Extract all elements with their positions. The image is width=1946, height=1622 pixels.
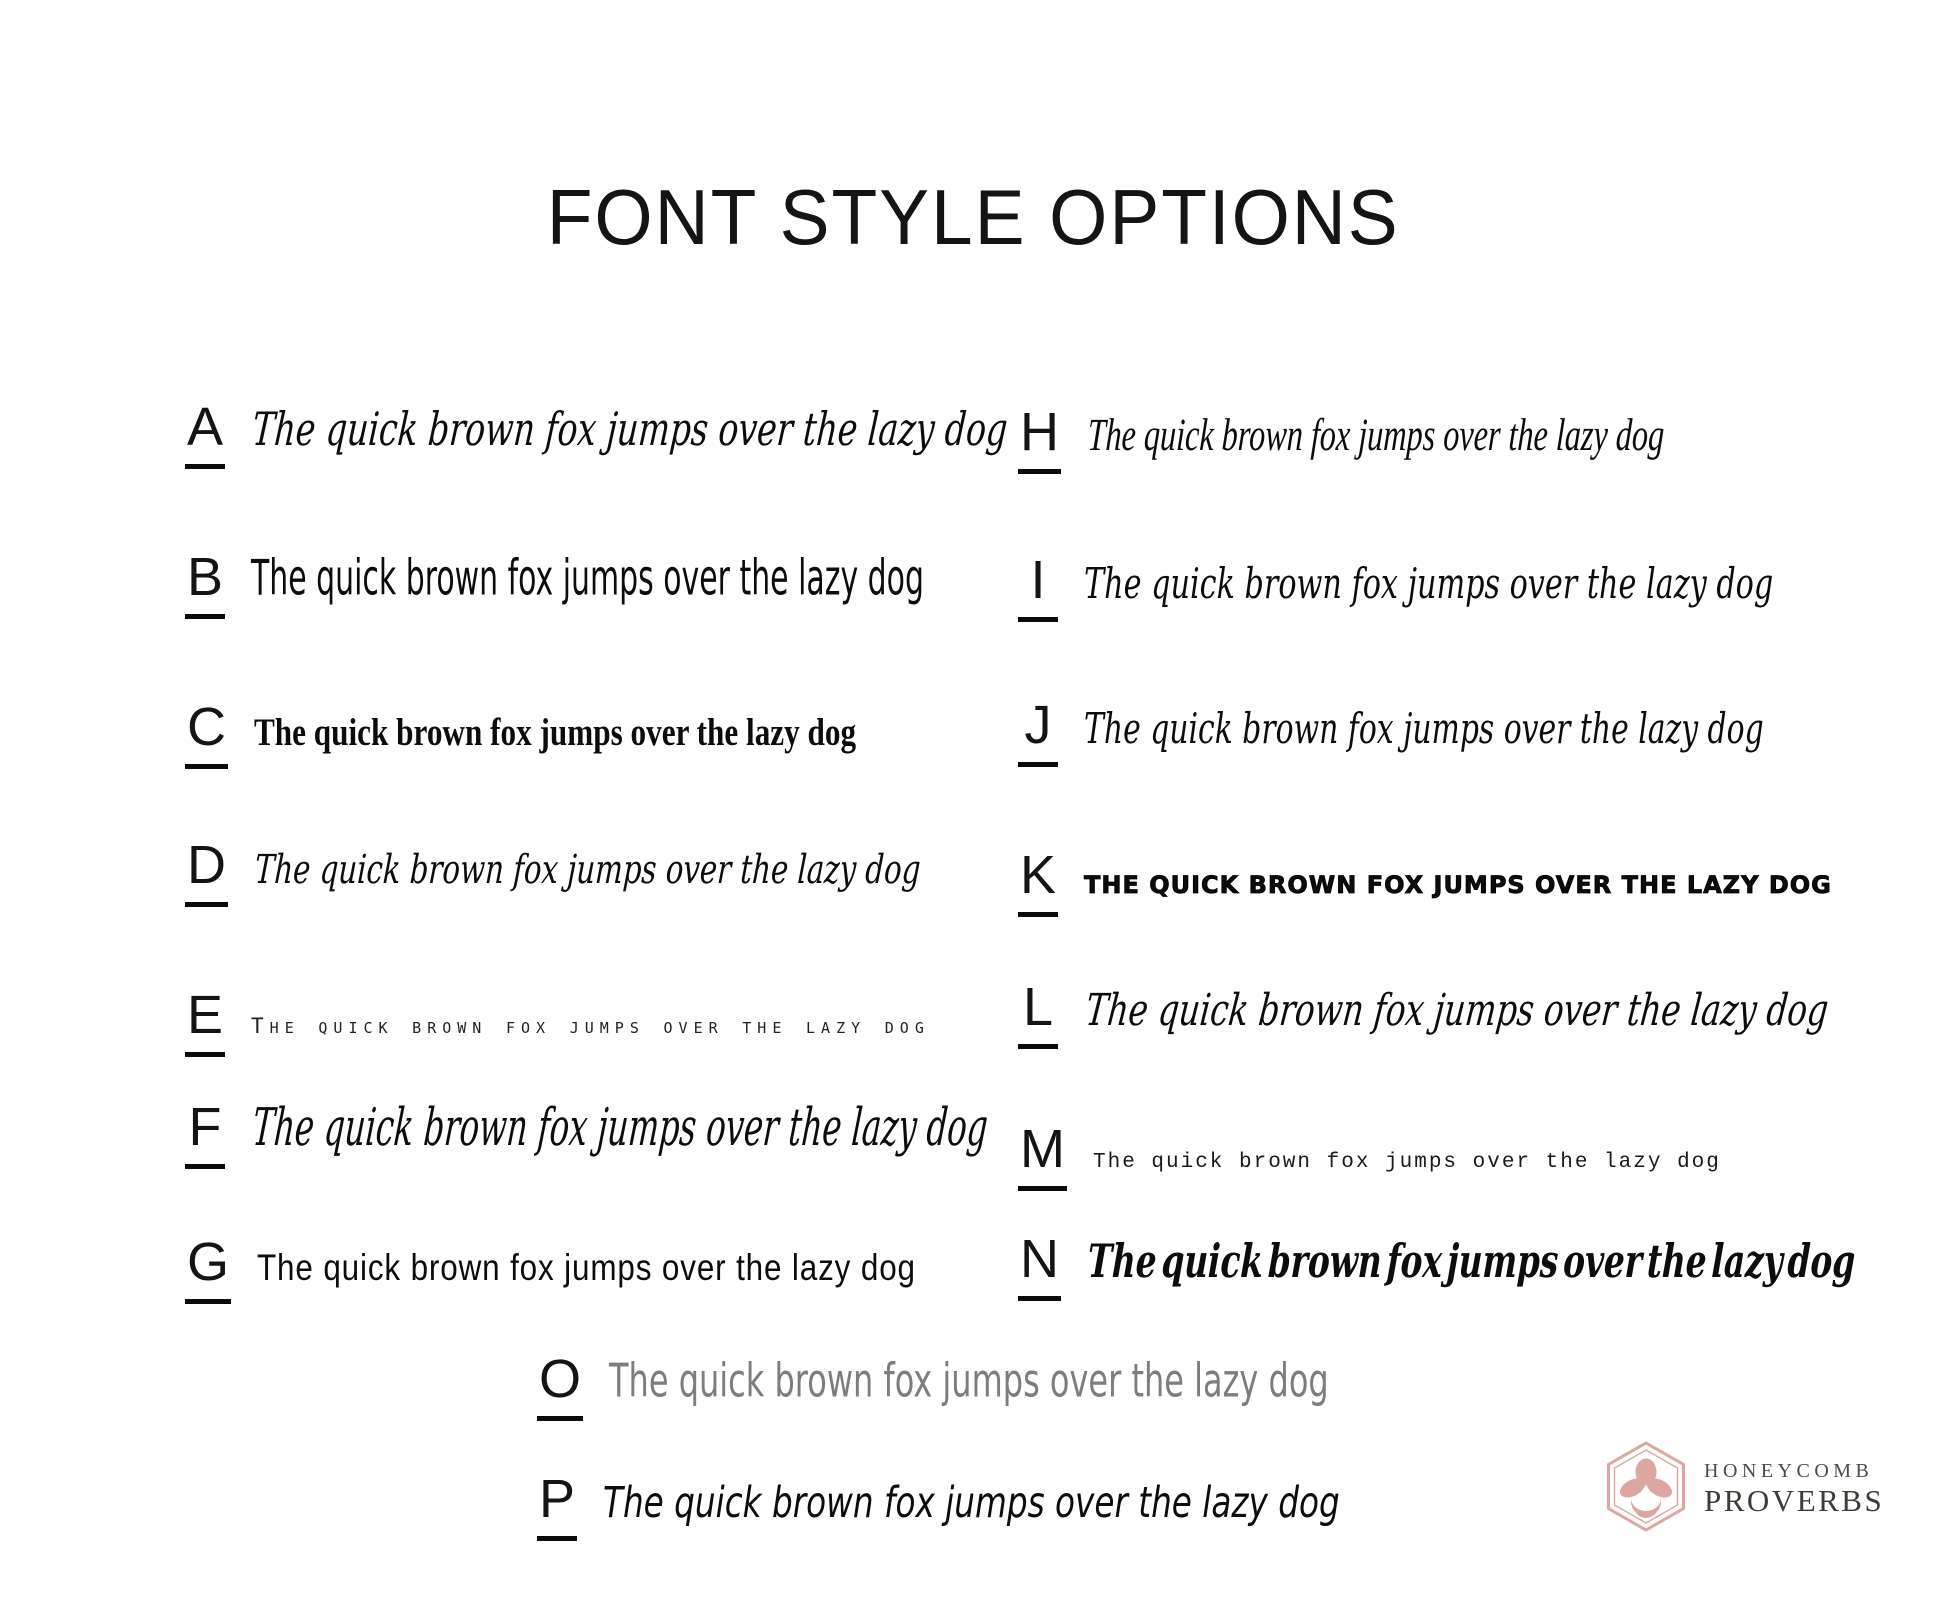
font-option-row-n <box>1018 1229 1946 1301</box>
font-option-letter: E <box>185 988 225 1057</box>
font-option-row-e <box>185 985 930 1057</box>
font-option-letter: M <box>1018 1122 1067 1191</box>
font-option-row-h <box>1018 402 1911 474</box>
font-option-row-k <box>1018 845 1832 917</box>
font-option-letter: L <box>1018 980 1058 1049</box>
font-option-letter: O <box>537 1352 583 1421</box>
font-option-row-c <box>185 697 1007 769</box>
font-sample-text: The quick brown fox jumps over the lazy dog <box>603 1478 1340 1528</box>
font-sample-text: The quick brown fox jumps over the lazy dog <box>1086 1234 1857 1288</box>
title-wrap <box>0 173 1946 261</box>
font-option-letter: J <box>1018 698 1058 767</box>
brand-name-line2: PROVERBS <box>1704 1483 1885 1519</box>
brand-logo-text <box>1704 1461 1884 1518</box>
font-sample-text: The quick brown fox jumps over the lazy dog <box>1086 409 1666 460</box>
font-option-letter: D <box>185 838 228 907</box>
font-option-letter: F <box>185 1100 225 1169</box>
bee-in-hexagon-icon <box>1602 1440 1690 1539</box>
font-option-letter: H <box>1018 405 1061 474</box>
font-sample-text: The quick brown fox jumps over the lazy dog <box>1092 1151 1721 1174</box>
font-sample-text: The quick brown fox jumps over the lazy dog <box>1083 985 1831 1036</box>
font-sample-text: THE QUICK BROWN FOX JUMPS OVER THE LAZY DOG <box>1084 871 1832 899</box>
brand-name-line1: HONEYCOMB <box>1704 1460 1874 1483</box>
brand-logo <box>1602 1440 1884 1539</box>
font-sample-text: The quick brown fox jumps over the lazy dog <box>251 1014 930 1038</box>
font-option-row-m <box>1018 1119 1721 1191</box>
font-option-row-j <box>1018 695 1946 767</box>
font-sample-text: The quick brown fox jumps over the lazy dog <box>254 711 857 754</box>
font-sample-text: The quick brown fox jumps over the lazy dog <box>250 1098 990 1158</box>
font-option-letter: A <box>185 400 225 469</box>
page-title: FONT STYLE OPTIONS <box>546 173 1400 261</box>
font-option-row-l <box>1018 977 1946 1049</box>
font-sample-text: The quick brown fox jumps over the lazy dog <box>609 1354 1329 1408</box>
font-sample-text: The quick brown fox jumps over the lazy dog <box>1084 704 1764 753</box>
font-option-letter: C <box>185 700 228 769</box>
font-sample-text: The quick brown fox jumps over the lazy dog <box>250 402 1010 456</box>
font-option-row-o <box>537 1349 1509 1421</box>
font-option-letter: K <box>1018 848 1058 917</box>
font-sample-text: The quick brown fox jumps over the lazy dog <box>253 847 922 893</box>
font-option-letter: I <box>1018 553 1058 622</box>
font-sample-text: The quick brown fox jumps over the lazy dog <box>257 1247 916 1288</box>
font-option-row-g <box>185 1232 1032 1304</box>
font-option-row-p <box>537 1469 1572 1541</box>
font-sample-text: The quick brown fox jumps over the lazy dog <box>251 549 924 607</box>
font-option-row-i <box>1018 550 1946 622</box>
font-option-letter: P <box>537 1472 577 1541</box>
font-option-letter: G <box>185 1235 231 1304</box>
font-option-letter: B <box>185 550 225 619</box>
font-option-letter: N <box>1018 1232 1061 1301</box>
font-sample-text: The quick brown fox jumps over the lazy dog <box>1084 559 1774 608</box>
